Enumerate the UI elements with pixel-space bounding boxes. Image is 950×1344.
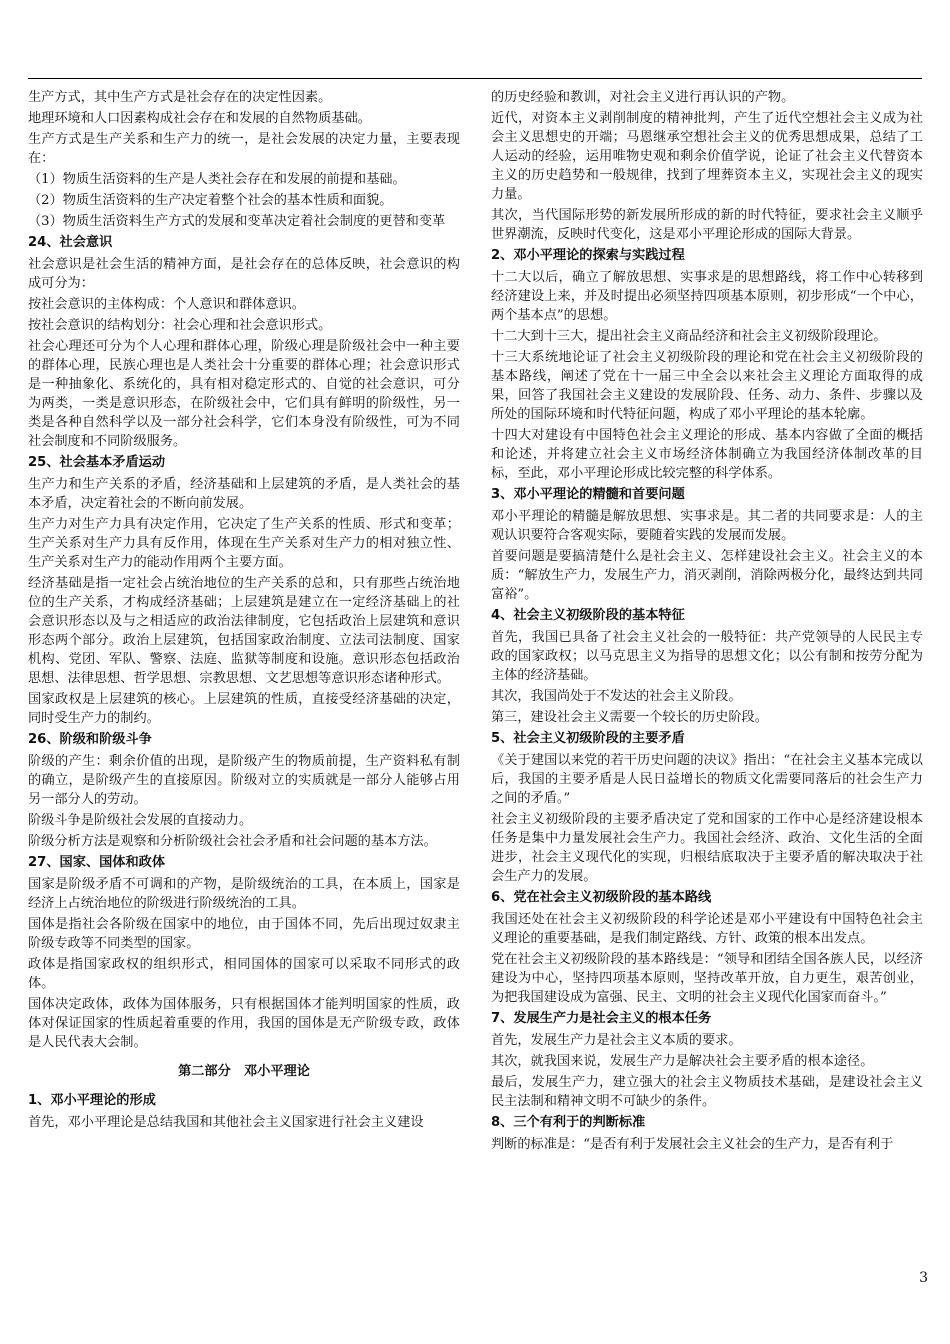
paragraph: 《关于建国以来党的若干历史问题的决议》指出：“在社会主义基本完成以后，我国的主要矛盾是人民日益增长的物质文化需要同落后的社会生产力之间的矛盾。” (491, 753, 923, 806)
paragraph: 阶级的产生：剩余价值的出现，是阶级产生的物质前提，生产资料私有制的确立，是阶级产生的直接原因。阶级对立的实质就是一部分人能够占用另一部分人的劳动。 (28, 754, 460, 807)
section-heading: 2、邓小平理论的探索与实践过程 (491, 248, 685, 263)
paragraph: （1）物质生活资料的生产是人类社会存在和发展的前提和基础。 (28, 172, 406, 187)
paragraph: 阶级分析方法是观察和分析阶级社会社会矛盾和社会问题的基本方法。 (28, 834, 437, 849)
section-heading: 25、社会基本矛盾运动 (28, 455, 166, 470)
paragraph: 首先，邓小平理论是总结我国和其他社会主义国家进行社会主义建设 (28, 1115, 424, 1130)
page-number: 3 (919, 1270, 928, 1286)
paragraph: 十四大对建设有中国特色社会主义理论的形成、基本内容做了全面的概括和论述，并将建立社会主义市场经济体制确立为我国经济体制改革的目标，至此，邓小平理论形成比较完整的科学体系。 (491, 428, 923, 481)
paragraph: 经济基础是指一定社会占统治地位的生产关系的总和，只有那些占统治地位的生产关系，才构成经济基础；上层建筑是建立在一定经济基础上的社会意识形态以及与之相适应的政治法律制度，它包括政治上层建筑和意识形态两个部分。政治上层建筑，包括国家政治制度、立法司法制度、国家机构、党团、军队、警察、法庭、监狱等制度和设施。意识形态包括政治思想、法律思想、哲学思想、宗教思想、文艺思想等意识形态诸种形式。 (28, 576, 460, 686)
section-heading: 3、邓小平理论的精髓和首要问题 (491, 487, 685, 502)
header-rule (28, 78, 922, 79)
paragraph: 判断的标准是：“是否有利于发展社会主义社会的生产力，是否有利于 (491, 1137, 894, 1152)
paragraph: 地理环境和人口因素构成社会存在和发展的自然物质基础。 (28, 111, 371, 126)
paragraph: 十三大系统地论证了社会主义初级阶段的理论和党在社会主义初级阶段的基本路线，阐述了党在十一届三中全会以来社会主义理论方面取得的成果，回答了我国社会主义建设的发展阶段、任务、动力、条件、步骤以及所处的国际环境和时代特征问题，构成了邓小平理论的基本轮廓。 (491, 350, 923, 422)
paragraph: 首先，我国已具备了社会主义社会的一般特征：共产党领导的人民民主专政的国家政权；以马克思主义为指导的思想文化；以公有制和按劳分配为主体的经济基础。 (491, 630, 923, 683)
paragraph: 我国还处在社会主义初级阶段的科学论述是邓小平建设有中国特色社会主义理论的重要基础，是我们制定路线、方针、政策的根本出发点。 (491, 912, 923, 946)
paragraph: 生产力和生产关系的矛盾，经济基础和上层建筑的矛盾，是人类社会的基本矛盾，决定着社会的不断向前发展。 (28, 477, 460, 511)
paragraph: 按社会意识的主体构成：个人意识和群体意识。 (28, 297, 305, 312)
left-column (28, 88, 460, 1134)
paragraph: 国体是指社会各阶级在国家中的地位，由于国体不同，先后出现过奴隶主阶级专政等不同类型的国家。 (28, 917, 460, 951)
section-heading: 6、党在社会主义初级阶段的基本路线 (491, 890, 712, 905)
section-heading: 1、邓小平理论的形成 (28, 1093, 156, 1108)
paragraph: 十二大以后，确立了解放思想、实事求是的思想路线，将工作中心转移到经济建设上来，并及时提出必须坚持四项基本原则，初步形成“一个中心，两个基本点”的思想。 (491, 270, 923, 323)
section-heading: 5、社会主义初级阶段的主要矛盾 (491, 731, 685, 746)
paragraph: 其次，就我国来说，发展生产力是解决社会主要矛盾的根本途径。 (491, 1054, 874, 1069)
section-heading: 24、社会意识 (28, 235, 113, 250)
paragraph: 政体是指国家政权的组织形式，相同国体的国家可以采取不同形式的政体。 (28, 957, 460, 991)
section-heading: 27、国家、国体和政体 (28, 855, 166, 870)
part-title: 第二部分 邓小平理论 (178, 1064, 310, 1079)
section-heading: 8、三个有利于的判断标准 (491, 1115, 646, 1130)
paragraph: 按社会意识的结构划分：社会心理和社会意识形式。 (28, 318, 332, 333)
paragraph: 首先，发展生产力是社会主义本质的要求。 (491, 1033, 742, 1048)
paragraph: （2）物质生活资料的生产决定着整个社会的基本性质和面貌。 (28, 193, 393, 208)
right-column (491, 88, 923, 1156)
section-heading: 7、发展生产力是社会主义的根本任务 (491, 1011, 712, 1026)
paragraph: 社会心理还可分为个人心理和群体心理，阶级心理是阶级社会中一种主要的群体心理，民族心理也是人类社会十分重要的群体心理；社会意识形式是一种抽象化、系统化的，具有相对稳定形式的、自觉的社会意识，可分为两类，一类是意识形态，在阶级社会中，它们具有鲜明的阶级性，另一类是各种自然科学以及一部分社会科学，它们本身没有阶级性，可为不同社会制度和不同阶级服务。 (28, 339, 460, 449)
paragraph: 其次，当代国际形势的新发展所形成的新的时代特征，要求社会主义顺乎世界潮流，反映时代变化，这是邓小平理论形成的国际大背景。 (491, 208, 923, 242)
paragraph: 首要问题是要搞清楚什么是社会主义、怎样建设社会主义。社会主义的本质：“解放生产力，发展生产力，消灭剥削，消除两极分化，最终达到共同富裕”。 (491, 549, 923, 602)
paragraph: 其次，我国尚处于不发达的社会主义阶段。 (491, 689, 742, 704)
paragraph: 生产力对生产力具有决定作用，它决定了生产关系的性质、形式和变革；生产关系对生产力具有反作用，体现在生产关系对生产力的相对独立性、生产关系对生产力的能动作用两个主要方面。 (28, 517, 460, 570)
paragraph: 近代，对资本主义剥削制度的精神批判，产生了近代空想社会主义成为社会主义思想史的开端；马恩继承空想社会主义的优秀思想成果，总结了工人运动的经验，运用唯物史观和剩余价值学说，论证了社会主义代替资本主义的历史趋势和一般规律，找到了埋葬资本主义，实现社会主义的现实力量。 (491, 111, 923, 202)
paragraph: 十二大到十三大，提出社会主义商品经济和社会主义初级阶段理论。 (491, 329, 887, 344)
paragraph: （3）物质生活资料生产方式的发展和变革决定着社会制度的更替和变革 (28, 214, 446, 229)
paragraph: 国家政权是上层建筑的核心。上层建筑的性质，直接受经济基础的决定，同时受生产力的制约。 (28, 692, 460, 726)
paragraph: 国体决定政体，政体为国体服务，只有根据国体才能判明国家的性质，政体对保证国家的性质起着重要的作用，我国的国体是无产阶级专政，政体是人民代表大会制。 (28, 997, 460, 1050)
paragraph: 第三，建设社会主义需要一个较长的历史阶段。 (491, 710, 768, 725)
paragraph: 阶级斗争是阶级社会发展的直接动力。 (28, 813, 253, 828)
paragraph: 社会主义初级阶段的主要矛盾决定了党和国家的工作中心是经济建设根本任务是集中力量发展社会生产力。我国社会经济、政治、文化生活的全面进步，社会主义现代化的实现，归根结底取决于主要矛盾的解决取决于社会生产力的发展。 (491, 812, 923, 884)
paragraph: 社会意识是社会生活的精神方面，是社会存在的总体反映，社会意识的构成可分为： (28, 257, 460, 291)
paragraph: 国家是阶级矛盾不可调和的产物，是阶级统治的工具，在本质上，国家是经济上占统治地位的阶级进行阶级统治的工具。 (28, 877, 460, 911)
section-heading: 26、阶级和阶级斗争 (28, 732, 152, 747)
paragraph: 最后，发展生产力，建立强大的社会主义物质技术基础，是建设社会主义民主法制和精神文明不可缺少的条件。 (491, 1075, 923, 1109)
paragraph: 的历史经验和教训，对社会主义进行再认识的产物。 (491, 90, 795, 105)
paragraph: 邓小平理论的精髓是解放思想、实事求是。其二者的共同要求是：人的主观认识要符合客观实际，要随着实践的发展而发展。 (491, 509, 923, 543)
section-heading: 4、社会主义初级阶段的基本特征 (491, 608, 685, 623)
paragraph: 党在社会主义初级阶段的基本路线是：“领导和团结全国各族人民，以经济建设为中心，坚持四项基本原则，坚持改革开放，自力更生，艰苦创业，为把我国建设成为富强、民主、文明的社会主义现代化国家而奋斗。” (491, 952, 923, 1005)
paragraph: 生产方式是生产关系和生产力的统一，是社会发展的决定力量，主要表现在： (28, 132, 460, 166)
paragraph: 生产方式，其中生产方式是社会存在的决定性因素。 (28, 90, 332, 105)
